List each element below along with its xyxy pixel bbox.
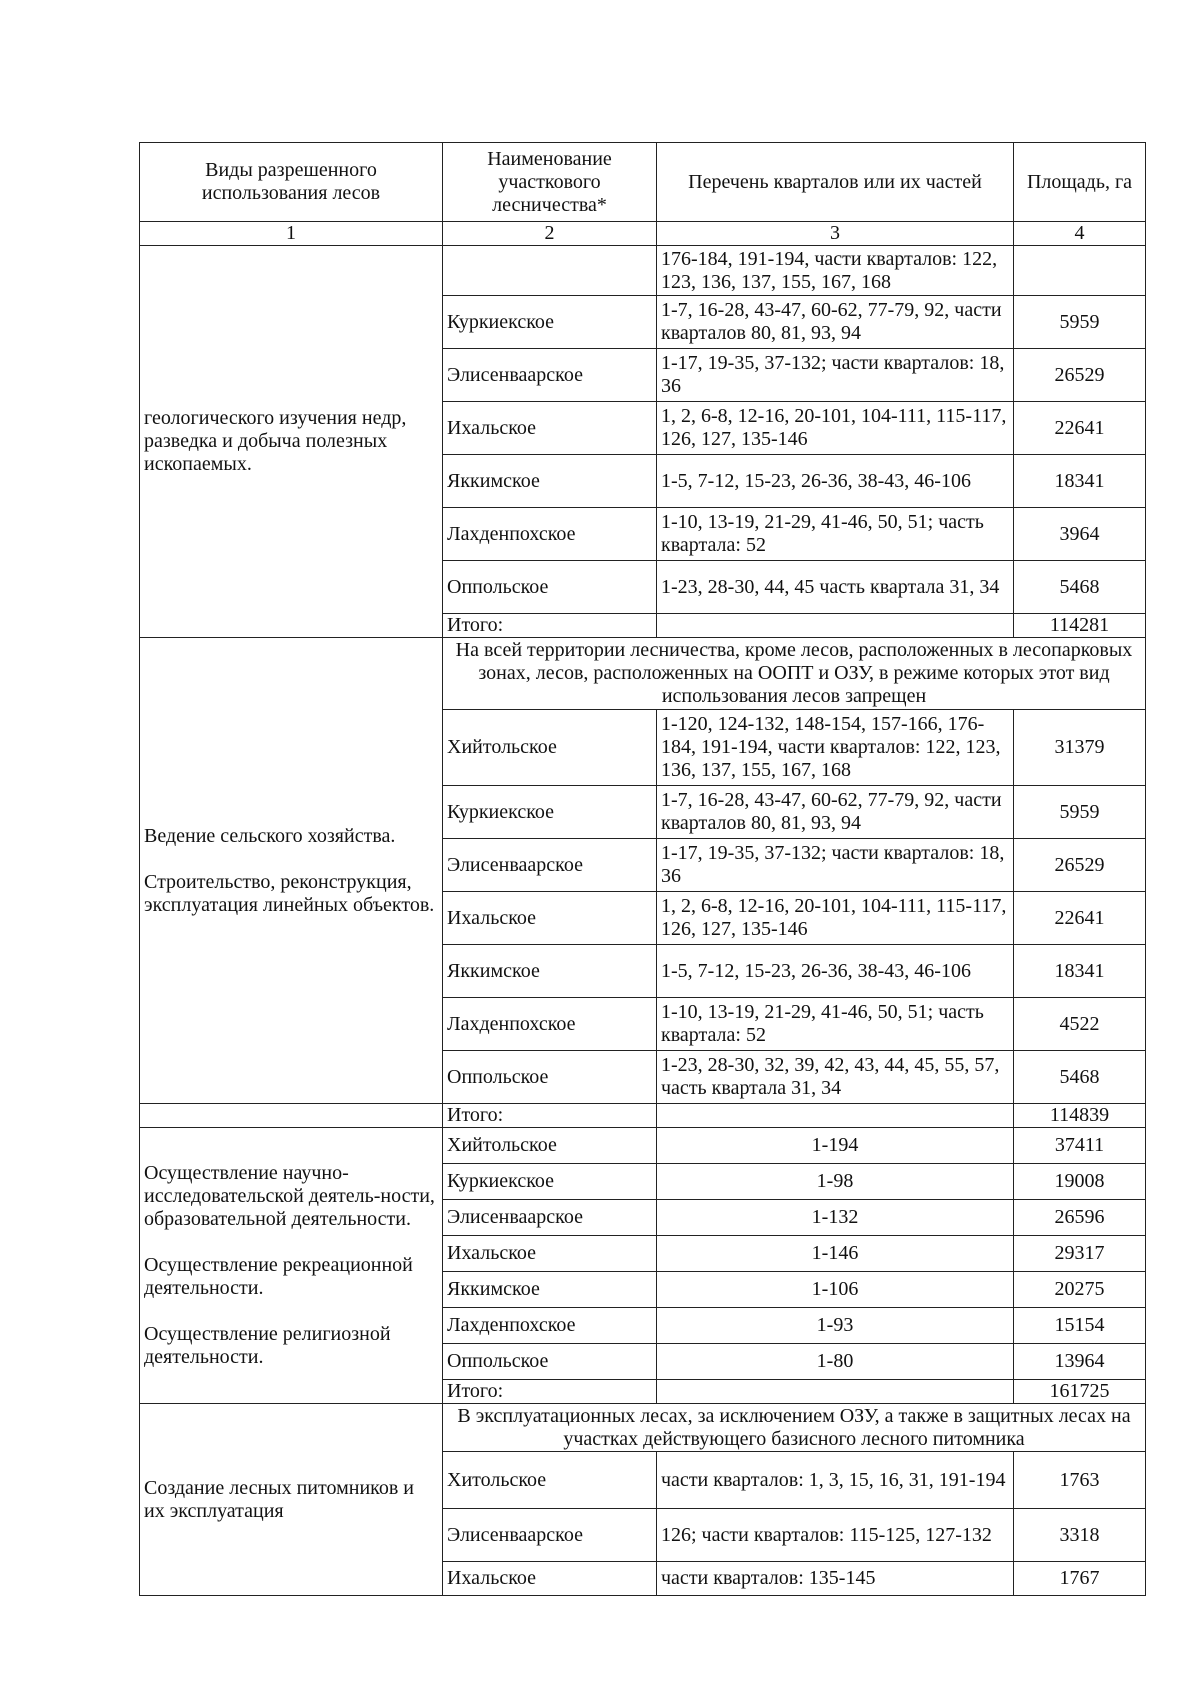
quarters-cell: 1-7, 16-28, 43-47, 60-62, 77-79, 92, части кварталов 80, 81, 93, 94: [657, 786, 1014, 839]
quarters-cell: 126; части кварталов: 115-125, 127-132: [657, 1509, 1014, 1562]
header-quarters-list: Перечень кварталов или их частей: [657, 143, 1014, 222]
table-row: [140, 1128, 1146, 1164]
quarters-cell: 1-120, 124-132, 148-154, 157-166, 176-184, 191-194, части кварталов: 122, 123, 136, 137, 155, 167, 168: [657, 710, 1014, 786]
forestry-cell: Элисенваарское: [443, 1200, 657, 1236]
forestry-cell: Яккимское: [443, 1272, 657, 1308]
quarters-cell: части кварталов: 135-145: [657, 1562, 1014, 1596]
area-cell: 26596: [1014, 1200, 1146, 1236]
forestry-cell: Лахденпохское: [443, 998, 657, 1051]
quarters-cell: 1-132: [657, 1200, 1014, 1236]
area-cell: 20275: [1014, 1272, 1146, 1308]
quarters-cell: [657, 614, 1014, 638]
use-type-cell: [140, 1104, 443, 1128]
quarters-cell: [657, 1380, 1014, 1404]
header-forestry-name: Наименование участкового лесничества*: [443, 143, 657, 222]
area-cell: 3318: [1014, 1509, 1146, 1562]
area-cell: 37411: [1014, 1128, 1146, 1164]
forestry-cell: Лахденпохское: [443, 508, 657, 561]
area-cell: 31379: [1014, 710, 1146, 786]
quarters-cell: 1-10, 13-19, 21-29, 41-46, 50, 51; часть квартала: 52: [657, 998, 1014, 1051]
forestry-cell: Куркиекское: [443, 1164, 657, 1200]
quarters-cell: 1-93: [657, 1308, 1014, 1344]
area-cell: 4522: [1014, 998, 1146, 1051]
quarters-cell: части кварталов: 1, 3, 15, 16, 31, 191-194: [657, 1452, 1014, 1509]
forestry-cell: Куркиекское: [443, 296, 657, 349]
column-number-row: [140, 222, 1146, 246]
forestry-cell: Хийтольское: [443, 710, 657, 786]
area-cell: 5959: [1014, 296, 1146, 349]
area-cell: 3964: [1014, 508, 1146, 561]
area-cell: 5959: [1014, 786, 1146, 839]
area-cell: 22641: [1014, 402, 1146, 455]
use-type-text: Строительство, реконструкция, эксплуатация линейных объектов.: [144, 870, 435, 916]
total-area: 114839: [1014, 1104, 1146, 1128]
forestry-cell: Ихальское: [443, 402, 657, 455]
forestry-cell: Яккимское: [443, 945, 657, 998]
quarters-cell: 1-106: [657, 1272, 1014, 1308]
scope-note: На всей территории лесничества, кроме лесов, расположенных в лесопарковых зонах, лесов, расположенных на ООПТ и ОЗУ, в режиме которых этот вид использования лесов запрещен: [443, 638, 1146, 710]
forestry-cell: Оппольское: [443, 1051, 657, 1104]
total-row: [140, 1104, 1146, 1128]
forestry-cell: [443, 246, 657, 296]
forestry-cell: Элисенваарское: [443, 839, 657, 892]
area-cell: [1014, 246, 1146, 296]
column-number: 4: [1014, 222, 1146, 246]
total-label: Итого:: [443, 614, 657, 638]
area-cell: 19008: [1014, 1164, 1146, 1200]
area-cell: 26529: [1014, 839, 1146, 892]
quarters-cell: 176-184, 191-194, части кварталов: 122, 123, 136, 137, 155, 167, 168: [657, 246, 1014, 296]
quarters-cell: 1-146: [657, 1236, 1014, 1272]
forestry-cell: Оппольское: [443, 561, 657, 614]
forestry-cell: Оппольское: [443, 1344, 657, 1380]
table-row: [140, 246, 1146, 296]
forestry-cell: Хитольское: [443, 1452, 657, 1509]
total-area: 161725: [1014, 1380, 1146, 1404]
area-cell: 22641: [1014, 892, 1146, 945]
use-type-cell: Создание лесных питомников и их эксплуатация: [140, 1404, 443, 1596]
use-type-cell: геологического изучения недр, разведка и добыча полезных ископаемых.: [140, 246, 443, 638]
quarters-cell: 1-17, 19-35, 37-132; части кварталов: 18, 36: [657, 839, 1014, 892]
quarters-cell: 1-23, 28-30, 44, 45 часть квартала 31, 34: [657, 561, 1014, 614]
forestry-cell: Яккимское: [443, 455, 657, 508]
table-row: [140, 638, 1146, 710]
quarters-cell: 1-98: [657, 1164, 1014, 1200]
area-cell: 5468: [1014, 561, 1146, 614]
table-header-row: [140, 143, 1146, 222]
forestry-cell: Лахденпохское: [443, 1308, 657, 1344]
quarters-cell: 1-10, 13-19, 21-29, 41-46, 50, 51; часть квартала: 52: [657, 508, 1014, 561]
use-type-text: Осуществление рекреационной деятельности.: [144, 1254, 413, 1299]
forestry-cell: Куркиекское: [443, 786, 657, 839]
quarters-cell: 1-7, 16-28, 43-47, 60-62, 77-79, 92, части кварталов 80, 81, 93, 94: [657, 296, 1014, 349]
area-cell: 15154: [1014, 1308, 1146, 1344]
area-cell: 13964: [1014, 1344, 1146, 1380]
scope-note: В эксплуатационных лесах, за исключением ОЗУ, а также в защитных лесах на участках действующего базисного лесного питомника: [443, 1404, 1146, 1452]
quarters-cell: 1-17, 19-35, 37-132; части кварталов: 18, 36: [657, 349, 1014, 402]
column-number: 3: [657, 222, 1014, 246]
area-cell: 1763: [1014, 1452, 1146, 1509]
forestry-cell: Элисенваарское: [443, 1509, 657, 1562]
use-type-text: Ведение сельского хозяйства.: [144, 824, 396, 847]
use-type-text: Осуществление научно-исследовательской деятель-ности, образовательной деятельности.: [144, 1162, 435, 1230]
forest-use-table: [139, 142, 1146, 1596]
table-row: [140, 1404, 1146, 1452]
use-type-cell: [140, 1128, 443, 1404]
column-number: 1: [140, 222, 443, 246]
use-type-cell: [140, 638, 443, 1104]
area-cell: 18341: [1014, 945, 1146, 998]
quarters-cell: 1-5, 7-12, 15-23, 26-36, 38-43, 46-106: [657, 455, 1014, 508]
column-number: 2: [443, 222, 657, 246]
forestry-cell: Ихальское: [443, 1236, 657, 1272]
quarters-cell: 1-5, 7-12, 15-23, 26-36, 38-43, 46-106: [657, 945, 1014, 998]
forestry-cell: Ихальское: [443, 1562, 657, 1596]
area-cell: 1767: [1014, 1562, 1146, 1596]
area-cell: 29317: [1014, 1236, 1146, 1272]
quarters-cell: 1-23, 28-30, 32, 39, 42, 43, 44, 45, 55, 57, часть квартала 31, 34: [657, 1051, 1014, 1104]
area-cell: 18341: [1014, 455, 1146, 508]
forestry-cell: Хийтольское: [443, 1128, 657, 1164]
total-area: 114281: [1014, 614, 1146, 638]
quarters-cell: 1, 2, 6-8, 12-16, 20-101, 104-111, 115-117, 126, 127, 135-146: [657, 892, 1014, 945]
area-cell: 26529: [1014, 349, 1146, 402]
area-cell: 5468: [1014, 1051, 1146, 1104]
quarters-cell: 1-194: [657, 1128, 1014, 1164]
total-label: Итого:: [443, 1104, 657, 1128]
forestry-cell: Элисенваарское: [443, 349, 657, 402]
use-type-text: Осуществление религиозной деятельности.: [144, 1323, 391, 1368]
quarters-cell: [657, 1104, 1014, 1128]
total-label: Итого:: [443, 1380, 657, 1404]
quarters-cell: 1-80: [657, 1344, 1014, 1380]
quarters-cell: 1, 2, 6-8, 12-16, 20-101, 104-111, 115-117, 126, 127, 135-146: [657, 402, 1014, 455]
forestry-cell: Ихальское: [443, 892, 657, 945]
header-use-types: Виды разрешенного использования лесов: [140, 143, 443, 222]
header-area: Площадь, га: [1014, 143, 1146, 222]
